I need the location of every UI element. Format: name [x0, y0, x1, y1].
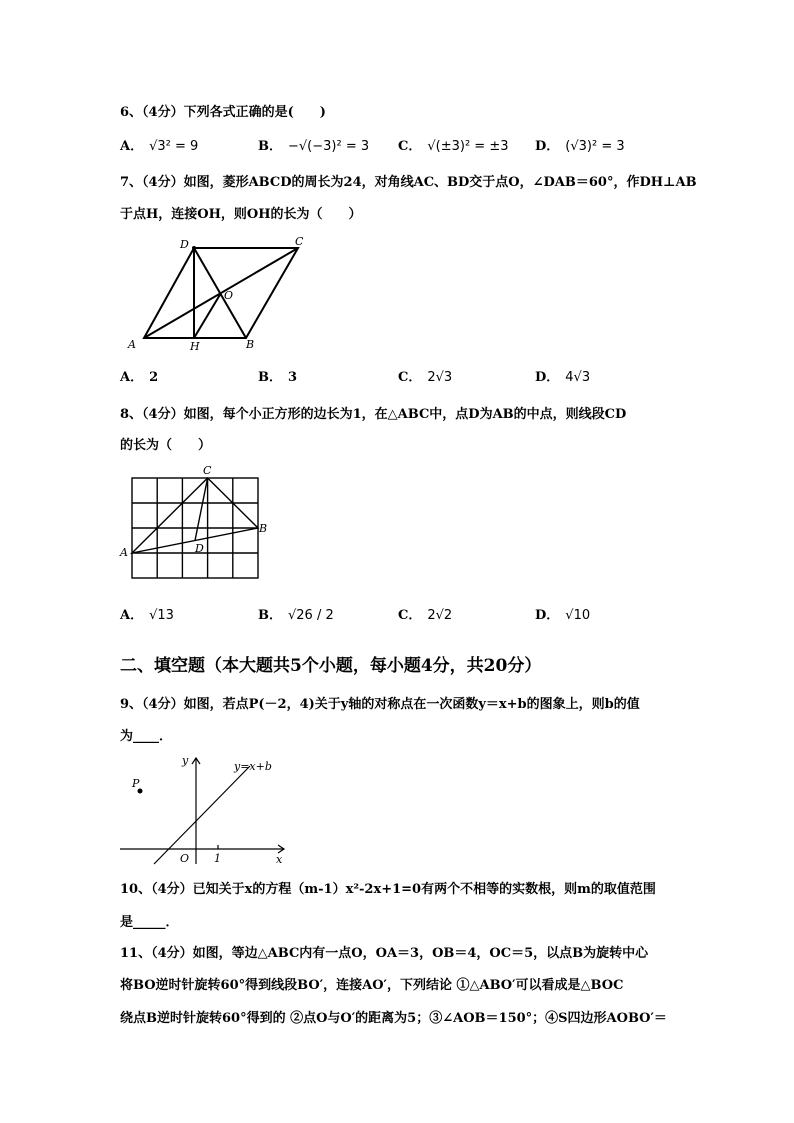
- q8-option-a: A． √13: [120, 608, 174, 623]
- label-y: y: [182, 754, 189, 767]
- label-d: D: [195, 542, 204, 555]
- q8-option-c: C． 2√2: [398, 608, 453, 623]
- q7-stem-line2: 于点H，连接OH，则OH的长为（ ）: [120, 207, 362, 222]
- label-a: A: [120, 546, 128, 559]
- rhombus-figure: [120, 232, 330, 352]
- q11-stem-line2: 将BO逆时针旋转60°得到线段BO′，连接AO′，下列结论 ①△ABO′可以看成是△BOC: [120, 978, 624, 993]
- segment-cd: [195, 478, 208, 541]
- q9-stem-line2: 为____．: [120, 729, 173, 744]
- label-line: y=x+b: [234, 760, 272, 773]
- label-a: A: [128, 338, 136, 351]
- q11-stem-line3: 绕点B逆时针旋转60°得到的 ②点O与O′的距离为5；③∠AOB＝150°；④S四边形AOBO′＝: [120, 1011, 667, 1026]
- q6-option-a: A． √3² = 9: [120, 139, 199, 154]
- label-x: x: [276, 853, 283, 866]
- label-b: B: [259, 522, 268, 535]
- q6-option-b: B． −√(−3)² = 3: [258, 139, 370, 154]
- linear-function-figure: [118, 752, 296, 870]
- q7-option-b: B． 3: [258, 370, 298, 385]
- q6-option-d: D． (√3)² = 3: [535, 139, 625, 154]
- q9-stem-line1: 9、（4分）如图，若点P(－2，4)关于y轴的对称点在一次函数y＝x+b的图象上，则b的值: [120, 697, 640, 712]
- q8-stem-line2: 的长为（ ）: [120, 438, 212, 453]
- q6-stem: 6、（4分）下列各式正确的是( ): [120, 105, 326, 120]
- q7-option-d: D． 4√3: [535, 370, 591, 385]
- q10-stem-line1: 10、（4分）已知关于x的方程（m-1）x²-2x+1=0有两个不相等的实数根，则m的取值范围: [120, 882, 656, 897]
- q8-option-b: B． √26 / 2: [258, 608, 334, 623]
- q8-stem-line1: 8、（4分）如图，每个小正方形的边长为1，在△ABC中，点D为AB的中点，则线段CD: [120, 407, 627, 422]
- label-o: O: [180, 852, 190, 865]
- q6-option-c: C． √(±3)² = ±3: [398, 139, 509, 154]
- q10-stem-line2: 是_____．: [120, 915, 179, 930]
- label-c: C: [295, 235, 304, 248]
- label-one: 1: [214, 852, 221, 865]
- label-b: B: [246, 338, 255, 351]
- q7-option-a: A． 2: [120, 370, 159, 385]
- section-title: 二、填空题（本大题共5个小题，每小题4分，共20分）: [120, 656, 542, 676]
- grid: [132, 478, 258, 578]
- q7-stem-line1: 7、（4分）如图，菱形ABCD的周长为24，对角线AC、BD交于点O，∠DAB＝60°，作DH⊥AB: [120, 175, 697, 190]
- q11-stem-line1: 11、（4分）如图，等边△ABC内有一点O，OA＝3，OB＝4，OC＝5，以点B为旋转中心: [120, 946, 649, 961]
- q7-option-c: C． 2√3: [398, 370, 453, 385]
- label-h: H: [190, 340, 200, 352]
- label-d: D: [180, 238, 189, 251]
- q8-option-d: D． √10: [535, 608, 591, 623]
- label-o: O: [224, 289, 234, 302]
- label-p: P: [132, 777, 140, 790]
- grid-triangle-figure: [118, 460, 278, 584]
- label-c: C: [203, 464, 212, 477]
